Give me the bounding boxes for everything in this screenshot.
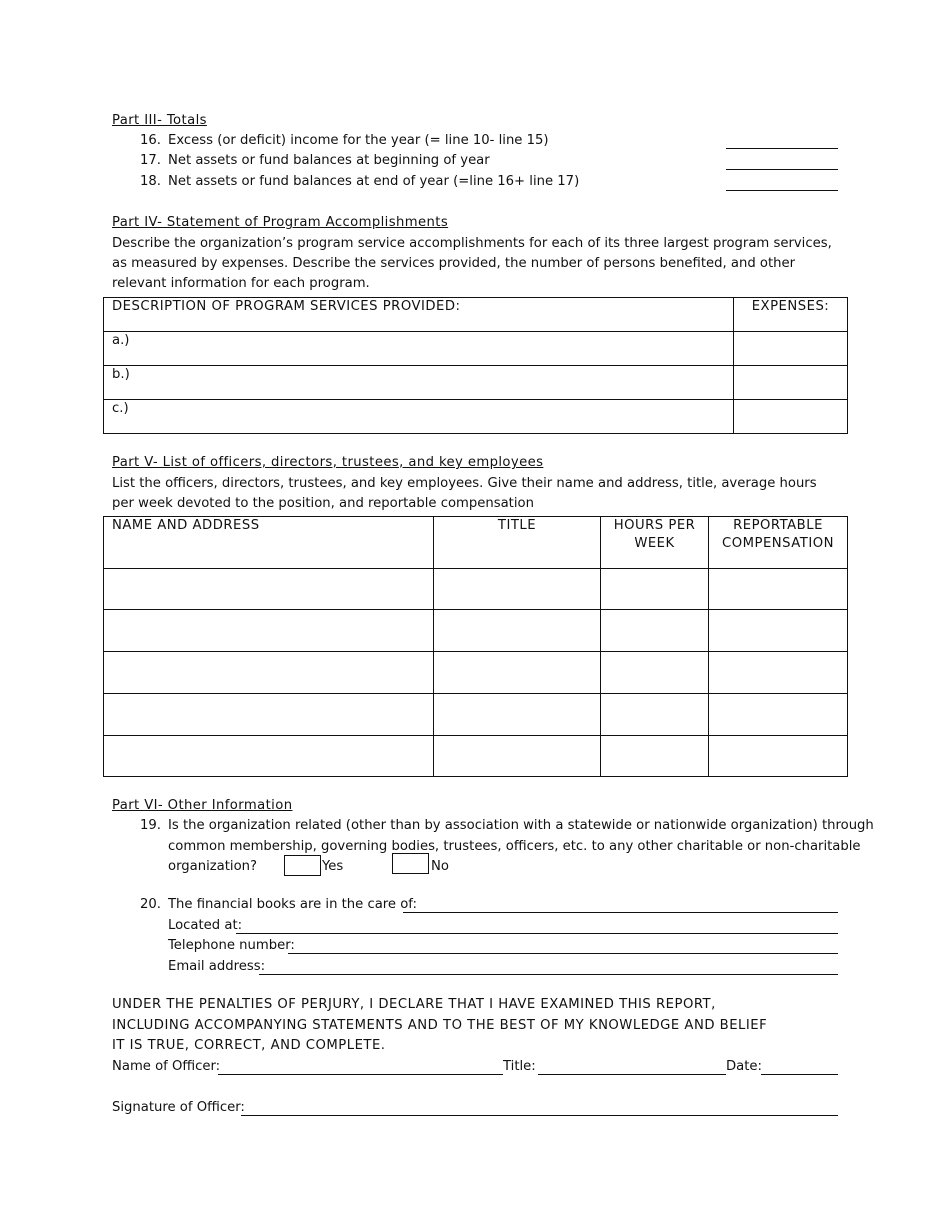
program-row-a-expenses[interactable] [734, 332, 848, 366]
telephone-field[interactable] [288, 953, 838, 954]
declaration-line2: INCLUDING ACCOMPANYING STATEMENTS AND TO THE BEST OF MY KNOWLEDGE AND BELIEF [112, 1018, 768, 1033]
line18-field[interactable] [726, 190, 838, 191]
officer-row [104, 569, 848, 610]
line17-field[interactable] [726, 169, 838, 170]
title-column-header: TITLE [434, 517, 601, 569]
officer-row [104, 610, 848, 652]
compensation-column-header [709, 517, 848, 569]
signature-label: Signature of Officer: [112, 1100, 245, 1115]
books-care-field[interactable] [403, 912, 838, 913]
officer-title-label: Title: [503, 1059, 536, 1074]
officer-hours-cell[interactable] [601, 694, 709, 736]
compensation-header-line1: REPORTABLE [733, 518, 823, 533]
program-services-table [103, 297, 848, 434]
officer-name-cell[interactable] [104, 736, 434, 777]
officer-name-cell[interactable] [104, 652, 434, 694]
located-at-field[interactable] [236, 933, 838, 934]
part5-description: List the officers, directors, trustees, and key employees. Give their name and address, title, average hours per week devoted to the position, and reportable compensation [112, 476, 817, 511]
officer-compensation-cell[interactable] [709, 694, 848, 736]
officer-hours-cell[interactable] [601, 610, 709, 652]
line17-number: 17. [140, 153, 161, 168]
line16-field[interactable] [726, 148, 838, 149]
officer-compensation-cell[interactable] [709, 569, 848, 610]
description-column-header: DESCRIPTION OF PROGRAM SERVICES PROVIDED: [104, 298, 734, 332]
officer-title-cell[interactable] [434, 694, 601, 736]
program-row-a-description[interactable]: a.) [104, 332, 734, 366]
line16-label: Excess (or deficit) income for the year (= line 10- line 15) [168, 133, 549, 148]
line18-number: 18. [140, 174, 161, 189]
officer-title-field[interactable] [538, 1074, 726, 1075]
officers-table [103, 516, 848, 777]
officer-title-cell[interactable] [434, 736, 601, 777]
officer-compensation-cell[interactable] [709, 652, 848, 694]
line16-number: 16. [140, 133, 161, 148]
yes-label: Yes [322, 859, 344, 874]
officer-name-cell[interactable] [104, 694, 434, 736]
q19-text-line1: Is the organization related (other than by association with a statewide or nationwide organization) through [168, 818, 874, 833]
signature-field[interactable] [241, 1115, 838, 1116]
officer-row [104, 694, 848, 736]
part4-description: Describe the organization’s program service accomplishments for each of its three largest program services, as measured by expenses. Describe the services provided, the number of persons benefited, and other relevant information for each program. [112, 236, 832, 291]
officer-name-field[interactable] [218, 1074, 503, 1075]
expenses-column-header: EXPENSES: [734, 298, 848, 332]
part6-heading: Part VI- Other Information [112, 798, 293, 813]
date-label: Date: [726, 1059, 762, 1074]
declaration-line1: UNDER THE PENALTIES OF PERJURY, I DECLARE THAT I HAVE EXAMINED THIS REPORT, [112, 997, 716, 1012]
hours-header-line2: WEEK [634, 536, 675, 551]
hours-header-line1: HOURS PER [613, 518, 696, 533]
part5-heading: Part V- List of officers, directors, trustees, and key employees [112, 455, 544, 470]
no-checkbox[interactable] [392, 853, 429, 874]
located-at-label: Located at: [168, 918, 243, 933]
part4-heading: Part IV- Statement of Program Accomplishments [112, 215, 449, 230]
officer-compensation-cell[interactable] [709, 610, 848, 652]
program-row-c-description[interactable]: c.) [104, 400, 734, 434]
officer-name-label: Name of Officer: [112, 1059, 221, 1074]
officer-row [104, 652, 848, 694]
officer-title-cell[interactable] [434, 569, 601, 610]
officer-title-cell[interactable] [434, 610, 601, 652]
compensation-header-line2: COMPENSATION [722, 536, 834, 551]
officer-hours-cell[interactable] [601, 736, 709, 777]
no-label: No [431, 859, 449, 874]
name-address-column-header: NAME AND ADDRESS [104, 517, 434, 569]
officer-row [104, 736, 848, 777]
email-label: Email address: [168, 959, 266, 974]
q19-text-line3: organization? [168, 859, 257, 874]
date-field[interactable] [761, 1074, 838, 1075]
declaration-line3: IT IS TRUE, CORRECT, AND COMPLETE. [112, 1038, 386, 1053]
q20-number: 20. [140, 897, 161, 912]
q19-number: 19. [140, 818, 161, 833]
officer-name-cell[interactable] [104, 610, 434, 652]
q19-text-line2: common membership, governing bodies, trustees, officers, etc. to any other charitable or non-charitable [168, 839, 861, 854]
telephone-label: Telephone number: [168, 938, 295, 953]
officer-hours-cell[interactable] [601, 652, 709, 694]
books-care-label: The financial books are in the care of: [168, 897, 417, 912]
officer-compensation-cell[interactable] [709, 736, 848, 777]
yes-checkbox[interactable] [284, 855, 321, 876]
program-row-b-description[interactable]: b.) [104, 366, 734, 400]
officer-name-cell[interactable] [104, 569, 434, 610]
officer-title-cell[interactable] [434, 652, 601, 694]
program-row-b-expenses[interactable] [734, 366, 848, 400]
email-field[interactable] [259, 974, 838, 975]
officer-hours-cell[interactable] [601, 569, 709, 610]
line17-label: Net assets or fund balances at beginning of year [168, 153, 490, 168]
program-row-c-expenses[interactable] [734, 400, 848, 434]
hours-column-header [601, 517, 709, 569]
part3-heading: Part III- Totals [112, 113, 207, 128]
line18-label: Net assets or fund balances at end of year (=line 16+ line 17) [168, 174, 580, 189]
